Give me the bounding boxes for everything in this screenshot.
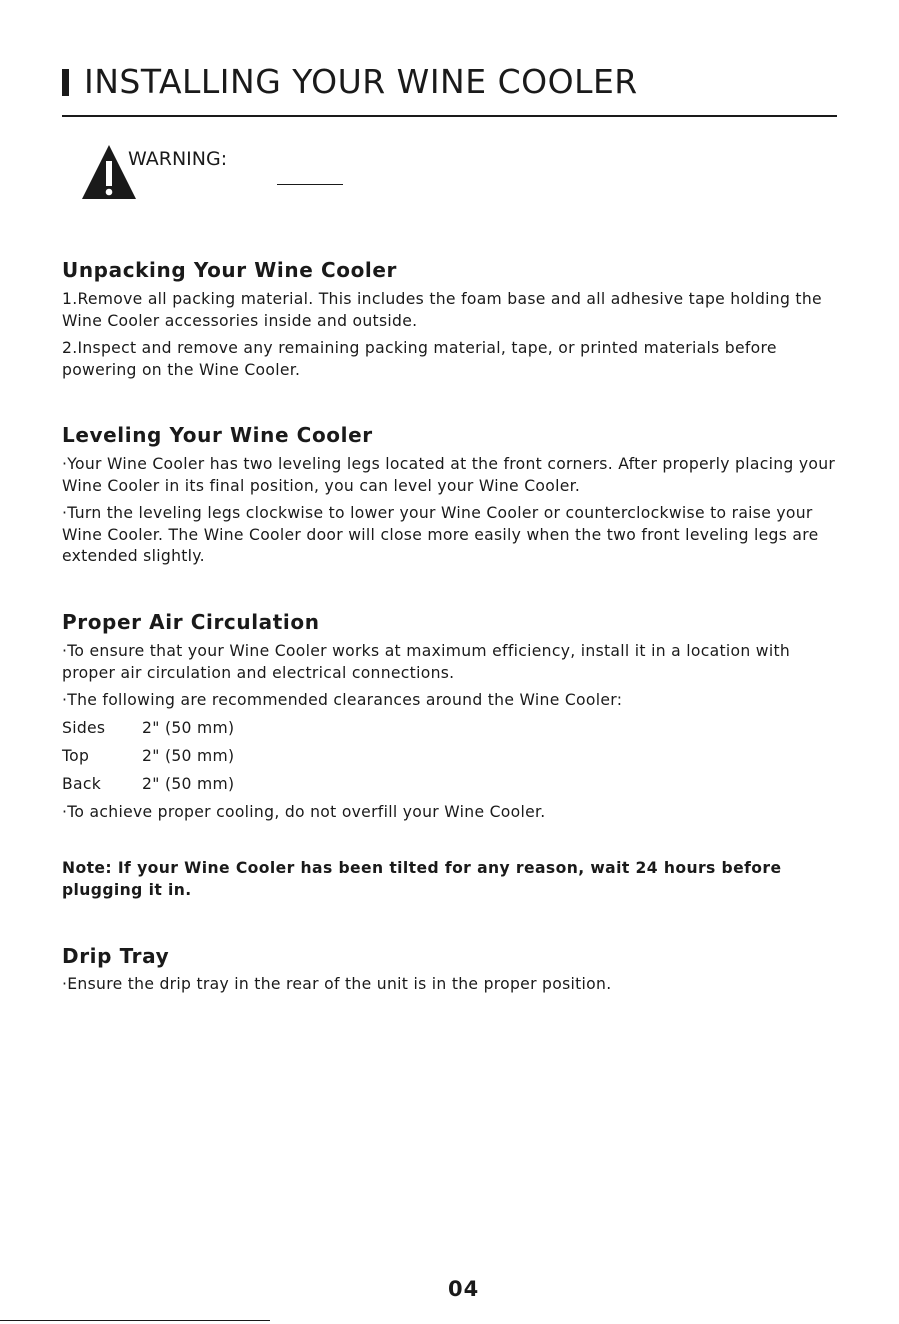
leveling-heading: Leveling Your Wine Cooler [62, 423, 373, 447]
page-title: INSTALLING YOUR WINE COOLER [84, 62, 638, 101]
clearance-row [62, 774, 234, 795]
title-rule [62, 115, 837, 117]
unpacking-step-1: 1.Remove all packing material. This includes the foam base and all adhesive tape holding the Wine Cooler accessories inside and outside. [62, 290, 822, 330]
air-circulation-para-1: ·To ensure that your Wine Cooler works at maximum efficiency, install it in a location with proper air circulation and electrical connections. [62, 642, 791, 682]
unpacking-step-2: 2.Inspect and remove any remaining packing material, tape, or printed materials before powering on the Wine Cooler. [62, 339, 777, 379]
clearance-row [62, 718, 234, 739]
drip-tray-heading: Drip Tray [62, 944, 170, 968]
page-number: 04 [448, 1277, 480, 1301]
title-bar-mark [62, 69, 69, 96]
clearance-label: Sides [62, 719, 106, 737]
leveling-para-1: ·Your Wine Cooler has two leveling legs located at the front corners. After properly placing your Wine Cooler in its final position, you can level your Wine Cooler. [62, 455, 836, 495]
clearance-row [62, 746, 234, 767]
tilt-note: Note: If your Wine Cooler has been tilted for any reason, wait 24 hours before plugging it in. [62, 859, 782, 899]
clearance-value: 2" (50 mm) [142, 775, 235, 793]
air-circulation-heading: Proper Air Circulation [62, 610, 320, 634]
warning-label: WARNING: [128, 148, 228, 170]
air-circulation-para-3: ·To achieve proper cooling, do not overfill your Wine Cooler. [62, 803, 546, 821]
leveling-para-2: ·Turn the leveling legs clockwise to lower your Wine Cooler or counterclockwise to raise your Wine Cooler. The Wine Cooler door will close more easily when the two front leveling legs are extended slightly. [62, 504, 819, 565]
unpacking-heading: Unpacking Your Wine Cooler [62, 258, 397, 282]
clearance-value: 2" (50 mm) [142, 747, 235, 765]
clearance-value: 2" (50 mm) [142, 719, 235, 737]
warning-blank-line [277, 184, 343, 185]
air-circulation-para-2: ·The following are recommended clearances around the Wine Cooler: [62, 691, 623, 709]
clearance-label: Top [62, 747, 90, 765]
clearance-label: Back [62, 775, 102, 793]
footer-rule [0, 1320, 270, 1321]
drip-tray-para: ·Ensure the drip tray in the rear of the unit is in the proper position. [62, 975, 612, 993]
